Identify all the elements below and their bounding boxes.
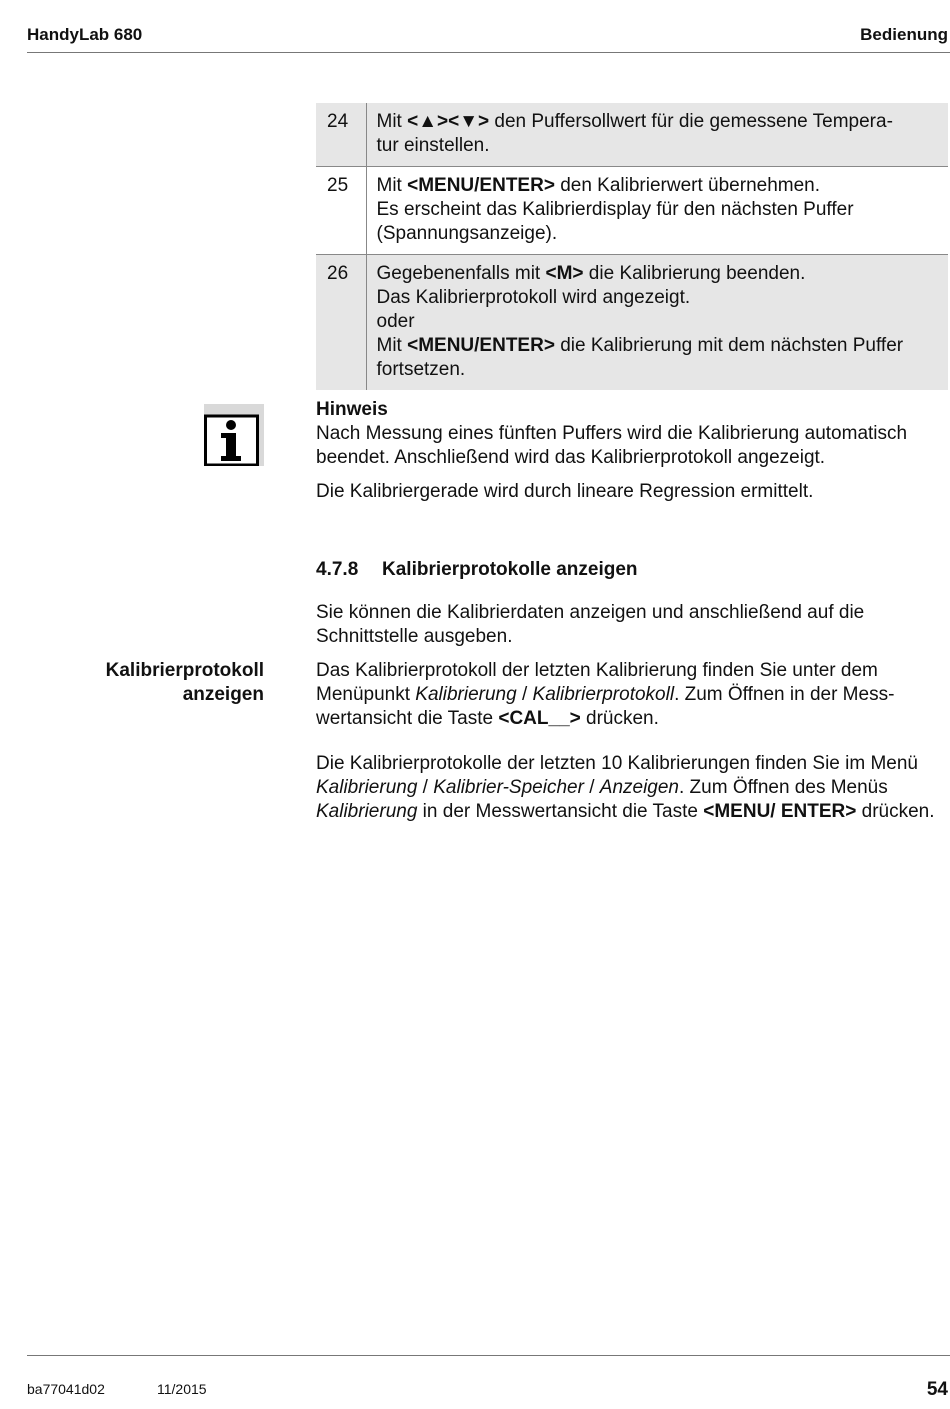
section-title: Kalibrierprotokolle anzeigen: [382, 559, 638, 580]
margin-label: Kalibrierprotokoll anzeigen: [105, 660, 264, 705]
section-heading: [316, 559, 638, 581]
table-row: [316, 103, 948, 167]
page-number: 54: [926, 1379, 948, 1400]
info-icon: [204, 404, 264, 466]
intro-paragraph: Sie können die Kalibrierdaten anzeigen und anschließend auf die Schnittstelle ausgeben.: [316, 602, 865, 647]
step-text: Mit <MENU/ENTER> den Kalibrierwert übernehmen. Es erscheint das Kalibrierdisplay für den nächsten Puffer (Spannungsanzeige).: [366, 167, 948, 255]
footer-date: 11/2015: [157, 1381, 207, 1397]
section-number: 4.7.8: [316, 559, 359, 580]
step-text: Gegebenenfalls mit <M> die Kalibrierung beenden. Das Kalibrierprotokoll wird angezeigt. oder Mit <MENU/ENTER> die Kalibrierung mit dem nächsten Puffer fortsetzen.: [366, 255, 948, 391]
paragraph-memory: Die Kalibrierprotokolle der letzten 10 Kalibrierungen finden Sie im Menü Kalibrierung / Kalibrier-Speicher / Anzeigen. Zum Öffnen des Menüs Kalibrierung in der Messwertansicht die Taste <MENU/ ENTER> drücken.: [316, 753, 935, 822]
note-text: Nach Messung eines fünften Puffers wird die Kalibrierung automatisch beendet. Anschließend wird das Kalibrierprotokoll angezeigt.: [316, 423, 908, 468]
footer-divider: [27, 1355, 950, 1356]
step-number: 26: [316, 255, 366, 391]
note-text: Die Kalibriergerade wird durch lineare Regression ermittelt.: [316, 481, 814, 502]
header-chapter: Bedienung: [860, 25, 948, 44]
paragraph-protocol: Das Kalibrierprotokoll der letzten Kalibrierung finden Sie unter dem Menüpunkt Kalibrierung / Kalibrierprotokoll. Zum Öffnen in der Mess-wertansicht die Taste <CAL__> drücken.: [316, 660, 895, 729]
header-divider: [27, 52, 950, 53]
footer-doc-id: ba77041d02: [27, 1381, 105, 1397]
table-row: [316, 255, 948, 391]
note-block: [316, 398, 948, 504]
step-text: Mit <▲><▼> den Puffersollwert für die gemessene Tempera- tur einstellen.: [366, 103, 948, 167]
note-title: Hinweis: [316, 399, 388, 420]
table-row: [316, 167, 948, 255]
header-product: HandyLab 680: [27, 25, 143, 44]
step-number: 24: [316, 103, 366, 167]
step-number: 25: [316, 167, 366, 255]
steps-table: [316, 103, 948, 390]
